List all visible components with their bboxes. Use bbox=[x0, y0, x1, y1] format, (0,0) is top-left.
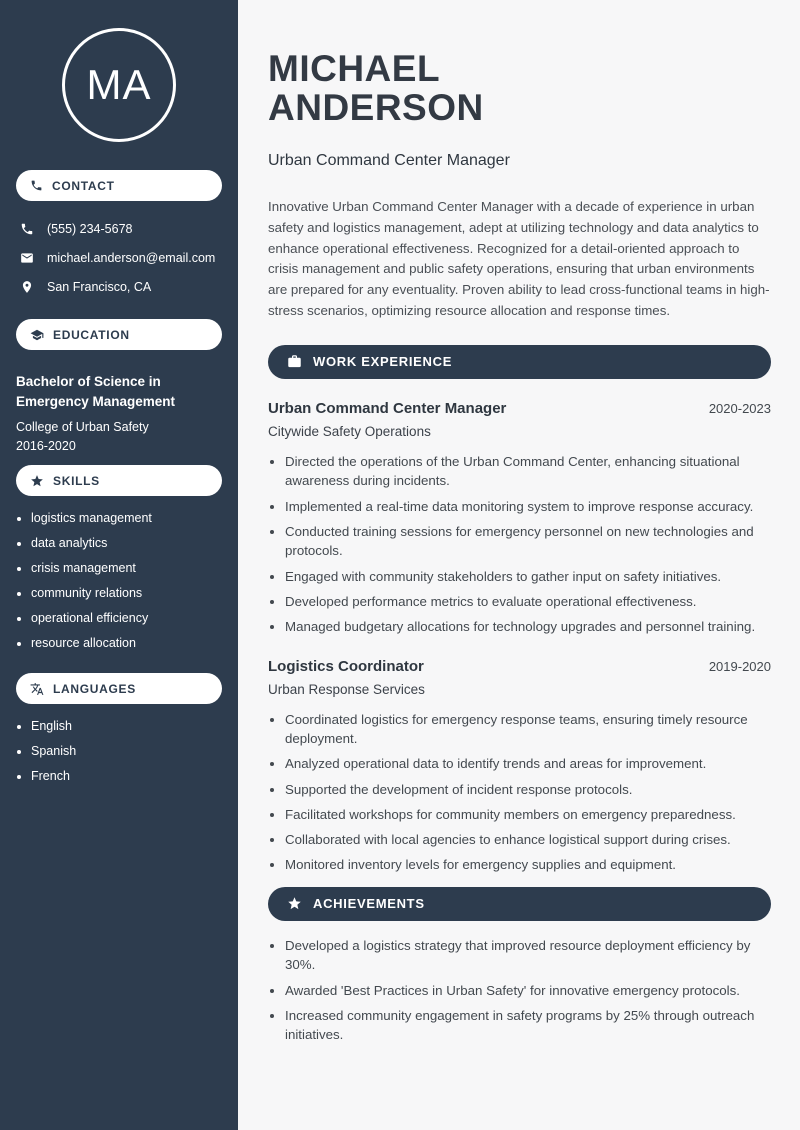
job-company: Urban Response Services bbox=[268, 681, 425, 697]
achievement-item: • Developed a logistics strategy that improved resource deployment efficiency by 30%. bbox=[285, 936, 771, 975]
achievements-section-header bbox=[268, 887, 771, 921]
job-company: Citywide Safety Operations bbox=[268, 423, 431, 439]
contact-section-title: CONTACT bbox=[52, 178, 115, 193]
skill-item: • operational efficiency bbox=[31, 611, 238, 625]
candidate-last-name: ANDERSON bbox=[268, 86, 484, 128]
contact-email-value: michael.anderson@email.com bbox=[47, 251, 216, 265]
star-icon bbox=[30, 474, 44, 488]
phone-icon bbox=[30, 179, 43, 192]
job-entry bbox=[268, 400, 771, 637]
job-header bbox=[268, 658, 771, 675]
graduation-cap-icon bbox=[30, 328, 44, 342]
achievement-item: • Awarded 'Best Practices in Urban Safety' for innovative emergency protocols. bbox=[285, 981, 771, 1001]
candidate-job-title: Urban Command Center Manager bbox=[268, 152, 510, 170]
job-bullet-item: • Engaged with community stakeholders to gather input on safety initiatives. bbox=[285, 567, 771, 587]
languages-section-header bbox=[16, 673, 222, 704]
language-item: • French bbox=[31, 769, 238, 783]
job-bullet-item: • Developed performance metrics to evaluate operational effectiveness. bbox=[285, 592, 771, 612]
education-section-header bbox=[16, 319, 222, 350]
skills-section-header bbox=[16, 465, 222, 496]
job-bullet-item: • Implemented a real-time data monitoring system to improve response accuracy. bbox=[285, 497, 771, 517]
work-experience-section-header bbox=[268, 345, 771, 379]
education-section-title: EDUCATION bbox=[53, 327, 130, 342]
translate-icon bbox=[30, 682, 44, 696]
contact-section-header bbox=[16, 170, 222, 201]
job-header bbox=[268, 400, 771, 417]
education-entry bbox=[0, 350, 238, 465]
phone-icon bbox=[20, 222, 34, 236]
contact-rows bbox=[0, 201, 238, 319]
job-bullet-item: • Facilitated workshops for community members on emergency preparedness. bbox=[285, 805, 771, 825]
contact-phone-value: (555) 234-5678 bbox=[47, 222, 133, 236]
job-dates: 2020-2023 bbox=[708, 400, 771, 416]
sidebar bbox=[0, 0, 238, 1130]
work-experience-section-title: WORK EXPERIENCE bbox=[313, 354, 453, 370]
job-bullet-list bbox=[268, 452, 771, 637]
skill-item: • resource allocation bbox=[31, 636, 238, 650]
job-bullet-item: • Managed budgetary allocations for technology upgrades and personnel training. bbox=[285, 617, 771, 637]
languages-list bbox=[0, 719, 238, 783]
avatar bbox=[62, 28, 176, 142]
job-bullet-item: • Conducted training sessions for emergency personnel on new technologies and protocols. bbox=[285, 522, 771, 561]
briefcase-icon bbox=[287, 354, 302, 369]
contact-phone-row bbox=[20, 222, 224, 236]
contact-location-value: San Francisco, CA bbox=[47, 280, 152, 294]
skill-item: • logistics management bbox=[31, 511, 238, 525]
contact-location-row bbox=[20, 280, 224, 294]
skill-item: • data analytics bbox=[31, 536, 238, 550]
achievement-item: • Increased community engagement in safety programs by 25% through outreach initiatives. bbox=[285, 1006, 771, 1045]
skills-list bbox=[0, 511, 238, 650]
job-bullet-list bbox=[268, 710, 771, 875]
jobs-list bbox=[268, 400, 771, 875]
resume-main bbox=[238, 0, 800, 1130]
achievements-section-title: ACHIEVEMENTS bbox=[313, 896, 425, 912]
job-entry bbox=[268, 658, 771, 875]
location-pin-icon bbox=[20, 280, 34, 294]
job-bullet-item: • Directed the operations of the Urban Command Center, enhancing situational awareness during incidents. bbox=[285, 452, 771, 491]
language-item: • English bbox=[31, 719, 238, 733]
email-icon bbox=[20, 251, 34, 265]
languages-section-title: LANGUAGES bbox=[53, 681, 136, 696]
achievements-list bbox=[268, 936, 771, 1045]
job-dates: 2019-2020 bbox=[708, 658, 771, 674]
contact-email-row bbox=[20, 251, 224, 265]
job-bullet-item: • Monitored inventory levels for emergency supplies and equipment. bbox=[285, 855, 771, 875]
job-bullet-item: • Supported the development of incident response protocols. bbox=[285, 780, 771, 800]
language-item: • Spanish bbox=[31, 744, 238, 758]
summary-paragraph: Innovative Urban Command Center Manager with a decade of experience in urban safety and logistics management, adept at utilizing technology and data analytics to enhance operational effectiveness. Recognized for a detail-oriented approach to crisis management and public safety operations, ensuring that urban environments are prepared for any eventuality. Proven ability to lead cross-functional teams in high-stress scenarios, optimizing resource allocation and response times. bbox=[268, 199, 770, 318]
education-years: 2016-2020 bbox=[16, 439, 76, 454]
skill-item: • community relations bbox=[31, 586, 238, 600]
avatar-initials: MA bbox=[86, 61, 152, 108]
job-bullet-item: • Coordinated logistics for emergency response teams, ensuring timely resource deployment. bbox=[285, 710, 771, 749]
education-school: College of Urban Safety bbox=[16, 420, 149, 435]
job-role: Urban Command Center Manager bbox=[268, 399, 507, 417]
education-degree: Bachelor of Science in Emergency Management bbox=[16, 374, 176, 409]
star-icon bbox=[287, 896, 302, 911]
skills-section-title: SKILLS bbox=[53, 473, 100, 488]
job-bullet-item: • Analyzed operational data to identify trends and areas for improvement. bbox=[285, 754, 771, 774]
job-role: Logistics Coordinator bbox=[268, 657, 424, 675]
candidate-name bbox=[268, 47, 771, 128]
skill-item: • crisis management bbox=[31, 561, 238, 575]
job-bullet-item: • Collaborated with local agencies to enhance logistical support during crises. bbox=[285, 830, 771, 850]
candidate-first-name: MICHAEL bbox=[268, 47, 441, 89]
